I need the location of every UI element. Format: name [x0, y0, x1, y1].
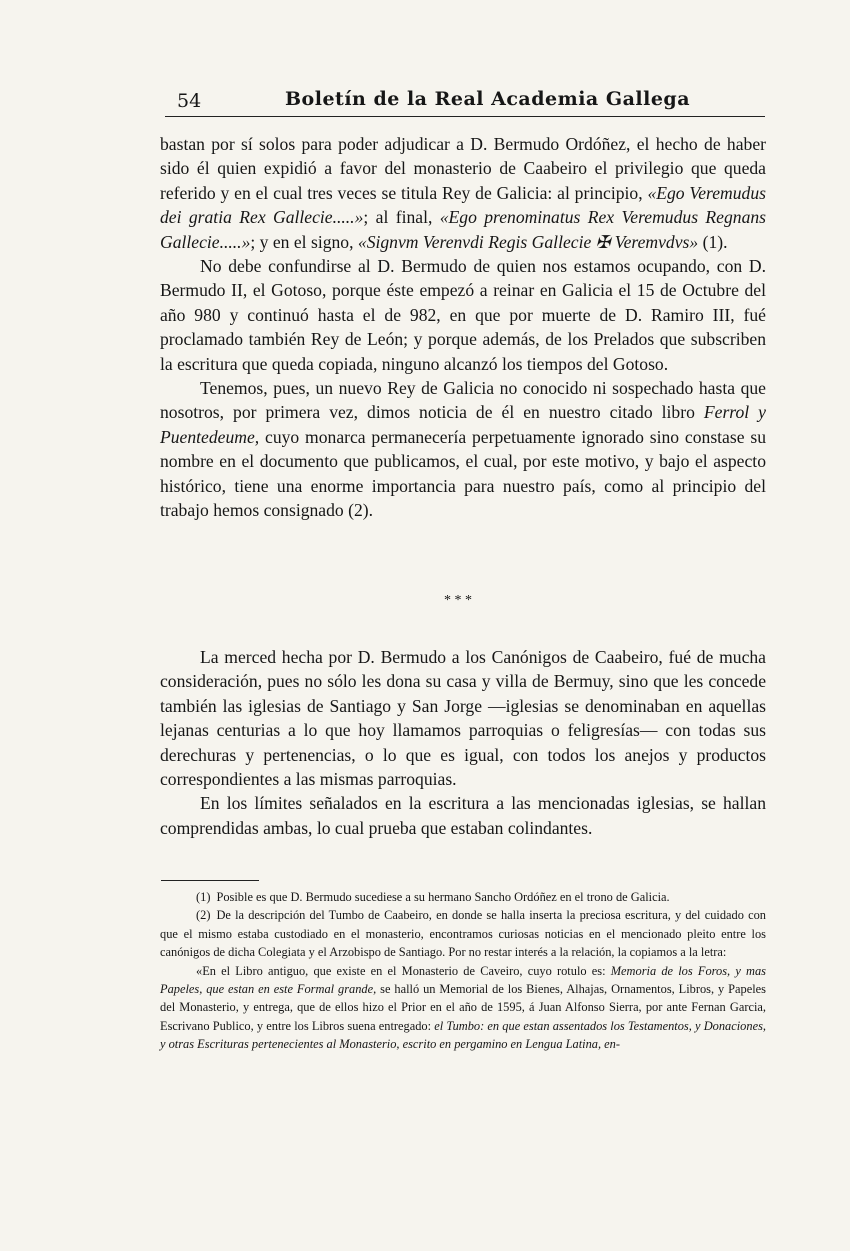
paragraph-2: No debe confundirse al D. Bermudo de quien nos estamos ocupando, con D. Bermudo II, el Gotoso, porque éste empezó a reinar en Galicia el 15 de Octubre del año 980 y continuó hasta el de 982, en que por muerte de D. Ramiro III, fué proclamado también Rey de León; y porque además, de los Prelados que subscriben la escritura que queda copiada, ninguno alcanzó los tiempos del Gotoso. — [160, 256, 766, 374]
page-header — [165, 88, 765, 117]
running-head: Boletín de la Real Academia Gallega — [285, 88, 691, 110]
paragraph-3: Tenemos, pues, un nuevo Rey de Galicia no conocido ni sospechado hasta que nosotros, por primera vez, dimos noticia de él en nuestro citado libro Ferrol y Puentedeume, cuyo monarca permanecería perpetuamente ignorado sino constase su nombre en el documento que publicamos, el cual, por este motivo, y bajo el aspecto histórico, tiene una enorme importancia para nuestro país, como al principio del trabajo hemos consignado (2). — [160, 378, 766, 521]
footnote-1: (1) Posible es que D. Bermudo sucediese a su hermano Sancho Ordóñez en el trono de Galicia. — [196, 890, 670, 904]
paragraph-5: En los límites señalados en la escritura a las mencionadas iglesias, se hallan comprendidas ambas, lo cual prueba que estaban colindantes. — [160, 793, 766, 838]
footnote-quote: «En el Libro antiguo, que existe en el Monasterio de Caveiro, cuyo rotulo es: Memoria de los Foros, y mas Papeles, que estan en este Formal grande, se halló un Memorial de los Bienes, Alhajas, Ornamentos, Libros, y Papeles del Monasterio, y entrega, que de ellos hizo el Prior en el año de 1595, á Juan Alfonso Sierra, por ante Fernan Garcia, Escrivano Publico, y entre los Libros suena entregado: el Tumbo: en que estan assentados los Testamentos, y Donaciones, y otras Escrituras pertenecientes al Monasterio, escrito en pergamino en Lengua Latina, en- — [160, 963, 766, 1052]
footnote-rule — [161, 880, 259, 881]
footnote-2: (2) De la descripción del Tumbo de Caabeiro, en donde se halla inserta la preciosa escritura, y del cuidado con que el mismo estaba custodiado en el monasterio, encontramos curiosas noticias en el mencionado pleito entre los canónigos de dicha Colegiata y el Arzobispo de Santiago. Por no restar interés a la relación, la copiamos a la letra: — [160, 908, 766, 960]
main-text-section-2 — [160, 645, 766, 840]
paragraph-4: La merced hecha por D. Bermudo a los Canónigos de Caabeiro, fué de mucha consideración, pues no sólo les dona su casa y villa de Bermuy, sino que les concede también las iglesias de Santiago y San Jorge —iglesias se denominaban en aquellas lejanas centurias a lo que hoy llamamos parroquias o feligresías— con todas sus derechuras y pertenencias, o lo que es igual, con todos los anejos y productos correspondientes a las mismas parroquias. — [160, 647, 766, 790]
footnotes — [160, 888, 766, 1054]
section-asterism: * * * — [444, 593, 472, 608]
footnote-2-mark: (2) — [196, 908, 211, 923]
page-number: 54 — [177, 90, 202, 112]
main-text — [160, 132, 766, 523]
footnote-1-mark: (1) — [196, 890, 211, 904]
paragraph-1: bastan por sí solos para poder adjudicar a D. Bermudo Ordóñez, el hecho de haber sido él quien expidió a favor del monasterio de Caabeiro el privilegio que queda referido y en el cual tres veces se titula Rey de Galicia: al principio, «Ego Veremudus dei gratia Rex Gallecie.....»; al final, «Ego prenominatus Rex Veremudus Regnans Gallecie.....»; y en el signo, «Signvm Verenvdi Regis Gallecie ✠ Veremvdvs» (1). — [160, 134, 767, 252]
